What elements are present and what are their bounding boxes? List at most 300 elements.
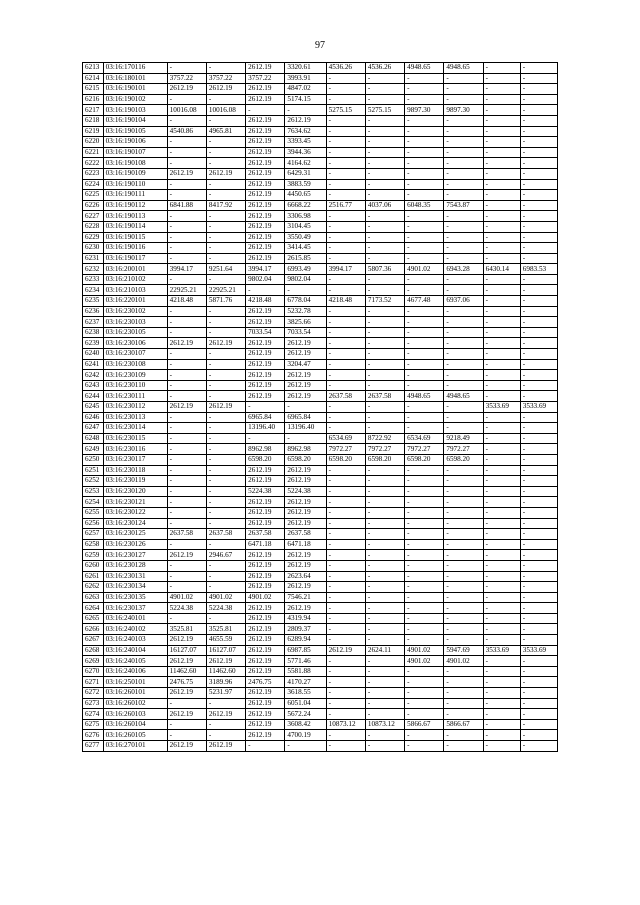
value-cell: 2612.19 [246,465,285,476]
value-cell: 4677.48 [405,296,444,307]
value-cell: - [483,105,520,116]
value-cell: - [167,232,206,243]
value-cell: - [326,306,365,317]
value-cell: 2612.19 [246,624,285,635]
row-number-cell: 6252 [83,476,104,487]
row-number-cell: 6225 [83,190,104,201]
value-cell: 4536.26 [326,63,365,74]
value-cell: 2946.67 [206,550,245,561]
value-cell: 7173.52 [365,296,404,307]
value-cell: - [405,423,444,434]
value-cell: - [285,741,326,752]
value-cell: - [520,211,557,222]
value-cell: - [483,518,520,529]
value-cell: - [365,359,404,370]
value-cell: - [365,560,404,571]
value-cell: - [483,529,520,540]
value-cell: - [206,486,245,497]
value-cell: - [444,147,483,158]
value-cell: - [405,476,444,487]
value-cell: - [520,359,557,370]
value-cell: - [483,677,520,688]
value-cell: - [326,529,365,540]
value-cell: 2612.19 [246,243,285,254]
value-cell: - [365,115,404,126]
value-cell: 4948.65 [405,391,444,402]
value-cell: - [444,115,483,126]
table-row [83,370,558,381]
value-cell: - [405,126,444,137]
value-cell: - [326,168,365,179]
code-cell: 03:16:230106 [103,338,167,349]
value-cell: - [405,158,444,169]
value-cell: - [483,698,520,709]
row-number-cell: 6248 [83,433,104,444]
value-cell: - [405,730,444,741]
value-cell: 2612.19 [206,656,245,667]
value-cell: - [326,359,365,370]
value-cell: 2612.19 [285,582,326,593]
value-cell: 7033.54 [285,327,326,338]
value-cell: 3533.69 [483,645,520,656]
value-cell: - [405,412,444,423]
value-cell: 2612.19 [246,317,285,328]
row-number-cell: 6258 [83,539,104,550]
value-cell: 5224.38 [167,603,206,614]
value-cell: 6471.18 [285,539,326,550]
value-cell: - [206,497,245,508]
value-cell: - [483,94,520,105]
table-row [83,444,558,455]
value-cell: 3306.98 [285,211,326,222]
value-cell: - [405,359,444,370]
value-cell: - [167,253,206,264]
value-cell: - [520,507,557,518]
value-cell: - [405,306,444,317]
row-number-cell: 6274 [83,709,104,720]
value-cell: - [405,507,444,518]
value-cell: 2612.19 [206,84,245,95]
value-cell: 6668.22 [285,200,326,211]
value-cell: 5224.38 [285,486,326,497]
value-cell: - [365,486,404,497]
value-cell: 4170.27 [285,677,326,688]
value-cell: - [365,550,404,561]
table-row [83,645,558,656]
value-cell: - [326,317,365,328]
value-cell: 3525.81 [167,624,206,635]
code-cell: 03:16:190116 [103,243,167,254]
value-cell: - [520,105,557,116]
code-cell: 03:16:240104 [103,645,167,656]
value-cell: - [405,624,444,635]
value-cell: 4965.81 [206,126,245,137]
value-cell: 3993.91 [285,73,326,84]
value-cell: - [405,253,444,264]
value-cell: 5947.69 [444,645,483,656]
table-row [83,126,558,137]
value-cell: 3608.42 [285,719,326,730]
value-cell: 3757.22 [167,73,206,84]
value-cell: - [246,433,285,444]
value-cell: 7972.27 [326,444,365,455]
value-cell: - [405,497,444,508]
table-row [83,391,558,402]
value-cell: - [167,179,206,190]
code-cell: 03:16:230134 [103,582,167,593]
table-row [83,688,558,699]
code-cell: 03:16:230105 [103,327,167,338]
value-cell: - [483,253,520,264]
value-cell: - [167,465,206,476]
code-cell: 03:16:190115 [103,232,167,243]
value-cell: - [405,327,444,338]
value-cell: - [326,73,365,84]
value-cell: 2516.77 [326,200,365,211]
table-row [83,465,558,476]
value-cell: - [326,147,365,158]
value-cell: - [167,243,206,254]
value-cell: - [405,243,444,254]
value-cell: - [483,507,520,518]
value-cell: - [206,476,245,487]
value-cell: - [520,539,557,550]
value-cell: - [365,603,404,614]
row-number-cell: 6214 [83,73,104,84]
value-cell: - [405,529,444,540]
table-row [83,105,558,116]
value-cell: - [365,380,404,391]
value-cell: 6598.20 [326,454,365,465]
value-cell: 2612.19 [246,232,285,243]
row-number-cell: 6229 [83,232,104,243]
value-cell: - [483,730,520,741]
value-cell: 2612.19 [246,518,285,529]
value-cell: 6993.49 [285,264,326,275]
value-cell: 2612.19 [246,168,285,179]
value-cell: 3994.17 [167,264,206,275]
table-row [83,560,558,571]
value-cell: - [365,285,404,296]
code-cell: 03:16:230107 [103,349,167,360]
table-row [83,423,558,434]
value-cell: - [167,221,206,232]
value-cell: - [520,666,557,677]
value-cell: - [483,476,520,487]
value-cell: - [365,412,404,423]
value-cell: - [483,349,520,360]
table-row [83,656,558,667]
value-cell: 2612.19 [246,63,285,74]
value-cell: - [444,476,483,487]
value-cell: - [167,391,206,402]
value-cell: 4901.02 [206,592,245,603]
value-cell: - [520,613,557,624]
value-cell: 6598.20 [365,454,404,465]
value-cell: 2612.19 [167,741,206,752]
value-cell: - [483,391,520,402]
value-cell: - [444,423,483,434]
value-cell: 5224.38 [246,486,285,497]
value-cell: - [520,274,557,285]
code-cell: 03:16:230125 [103,529,167,540]
value-cell: - [206,232,245,243]
value-cell: - [444,327,483,338]
row-number-cell: 6230 [83,243,104,254]
row-number-cell: 6265 [83,613,104,624]
value-cell: - [326,497,365,508]
value-cell: 8417.92 [206,200,245,211]
value-cell: 2612.19 [285,518,326,529]
value-cell: - [405,666,444,677]
value-cell: - [326,730,365,741]
value-cell: - [520,560,557,571]
value-cell: 2612.19 [246,211,285,222]
value-cell: 2612.19 [285,465,326,476]
table-row [83,274,558,285]
value-cell: 2612.19 [246,476,285,487]
value-cell: 6048.35 [405,200,444,211]
value-cell: - [405,613,444,624]
value-cell: 2612.19 [246,370,285,381]
row-number-cell: 6262 [83,582,104,593]
table-row [83,168,558,179]
value-cell: - [206,274,245,285]
value-cell: - [206,719,245,730]
value-cell: - [405,94,444,105]
value-cell: - [483,359,520,370]
value-cell: 3533.69 [520,645,557,656]
value-cell: - [483,126,520,137]
value-cell: 2612.19 [246,391,285,402]
value-cell: - [444,285,483,296]
value-cell: - [483,296,520,307]
value-cell: - [365,688,404,699]
value-cell: - [520,63,557,74]
value-cell: - [444,168,483,179]
value-cell: - [167,444,206,455]
value-cell: - [206,423,245,434]
table-row [83,571,558,582]
value-cell: - [483,719,520,730]
value-cell: - [483,635,520,646]
value-cell: - [444,730,483,741]
value-cell: - [405,486,444,497]
value-cell: - [444,529,483,540]
value-cell: 3757.22 [206,73,245,84]
value-cell: - [167,613,206,624]
value-cell: 2612.19 [285,391,326,402]
value-cell: - [326,709,365,720]
value-cell: 4037.06 [365,200,404,211]
code-cell: 03:16:240103 [103,635,167,646]
value-cell: - [520,94,557,105]
value-cell: - [167,423,206,434]
value-cell: - [405,677,444,688]
value-cell: 5275.15 [326,105,365,116]
value-cell: 2612.19 [246,147,285,158]
code-cell: 03:16:230118 [103,465,167,476]
value-cell: 5275.15 [365,105,404,116]
value-cell: 2637.58 [167,529,206,540]
value-cell: 5866.67 [444,719,483,730]
value-cell: 9251.64 [206,264,245,275]
value-cell: 3320.61 [285,63,326,74]
row-number-cell: 6213 [83,63,104,74]
table-row [83,709,558,720]
table-row [83,518,558,529]
value-cell: 2612.19 [246,359,285,370]
value-cell: 4901.02 [167,592,206,603]
value-cell: - [483,613,520,624]
row-number-cell: 6233 [83,274,104,285]
code-cell: 03:16:230110 [103,380,167,391]
value-cell: - [365,158,404,169]
value-cell: 3204.47 [285,359,326,370]
value-cell: - [483,539,520,550]
value-cell: - [206,539,245,550]
value-cell: - [483,560,520,571]
value-cell: - [483,465,520,476]
value-cell: - [206,317,245,328]
value-cell: - [405,370,444,381]
value-cell: 8722.92 [365,433,404,444]
value-cell: - [520,285,557,296]
value-cell: 4536.26 [365,63,404,74]
value-cell: - [167,94,206,105]
value-cell: - [483,168,520,179]
value-cell: - [167,190,206,201]
table-row [83,539,558,550]
value-cell: - [405,168,444,179]
value-cell: 7634.62 [285,126,326,137]
value-cell: 3825.66 [285,317,326,328]
value-cell: - [520,179,557,190]
value-cell: 2612.19 [246,666,285,677]
table-row [83,84,558,95]
row-number-cell: 6268 [83,645,104,656]
value-cell: 3104.45 [285,221,326,232]
value-cell: 2612.19 [167,84,206,95]
row-number-cell: 6273 [83,698,104,709]
value-cell: - [326,327,365,338]
value-cell: - [365,624,404,635]
value-cell: 2612.19 [246,115,285,126]
value-cell: - [365,423,404,434]
value-cell: - [326,243,365,254]
value-cell: - [520,412,557,423]
value-cell: - [520,200,557,211]
value-cell: - [520,296,557,307]
value-cell: - [444,635,483,646]
value-cell: 2612.19 [167,688,206,699]
value-cell: 2612.19 [167,635,206,646]
value-cell: - [483,624,520,635]
row-number-cell: 6260 [83,560,104,571]
value-cell: - [365,306,404,317]
value-cell: 2612.19 [285,550,326,561]
value-cell: - [326,380,365,391]
code-cell: 03:16:270101 [103,741,167,752]
value-cell: - [326,190,365,201]
value-cell: 3757.22 [246,73,285,84]
value-cell: - [167,137,206,148]
value-cell: - [444,137,483,148]
value-cell: 2612.19 [206,338,245,349]
value-cell: 11462.60 [206,666,245,677]
row-number-cell: 6270 [83,666,104,677]
value-cell: - [365,613,404,624]
code-cell: 03:16:230119 [103,476,167,487]
value-cell: 4319.94 [285,613,326,624]
value-cell: - [405,741,444,752]
value-cell: 2612.19 [246,582,285,593]
value-cell: 2612.19 [246,560,285,571]
table-row [83,698,558,709]
row-number-cell: 6240 [83,349,104,360]
value-cell: - [520,221,557,232]
value-cell: - [520,603,557,614]
table-row [83,635,558,646]
value-cell: - [206,444,245,455]
value-cell: - [520,338,557,349]
value-cell: 6534.69 [326,433,365,444]
value-cell: 5231.97 [206,688,245,699]
value-cell: - [365,582,404,593]
value-cell: 3944.36 [285,147,326,158]
value-cell: - [444,317,483,328]
code-cell: 03:16:230120 [103,486,167,497]
page-number: 97 [315,40,325,51]
value-cell: 2612.19 [326,645,365,656]
value-cell: - [206,391,245,402]
value-cell: 2612.19 [246,645,285,656]
row-number-cell: 6275 [83,719,104,730]
code-cell: 03:16:190102 [103,94,167,105]
value-cell: - [326,688,365,699]
value-cell: 5807.36 [365,264,404,275]
table-row [83,349,558,360]
row-number-cell: 6251 [83,465,104,476]
value-cell: - [483,211,520,222]
value-cell: - [167,719,206,730]
value-cell: 2612.19 [246,94,285,105]
code-cell: 03:16:230128 [103,560,167,571]
value-cell: 6987.85 [285,645,326,656]
value-cell: 5871.76 [206,296,245,307]
row-number-cell: 6263 [83,592,104,603]
value-cell: 5866.67 [405,719,444,730]
value-cell: 3550.49 [285,232,326,243]
value-cell: 3393.45 [285,137,326,148]
row-number-cell: 6232 [83,264,104,275]
code-cell: 03:16:260102 [103,698,167,709]
value-cell: - [520,497,557,508]
value-cell: - [365,529,404,540]
value-cell: - [365,274,404,285]
value-cell: 2612.19 [285,476,326,487]
value-cell: - [167,560,206,571]
value-cell: - [483,243,520,254]
value-cell: - [365,709,404,720]
value-cell: - [167,211,206,222]
value-cell: 3883.59 [285,179,326,190]
value-cell: - [520,635,557,646]
value-cell: - [326,412,365,423]
value-cell: 6430.14 [483,264,520,275]
value-cell: - [326,115,365,126]
value-cell: 2612.19 [285,603,326,614]
